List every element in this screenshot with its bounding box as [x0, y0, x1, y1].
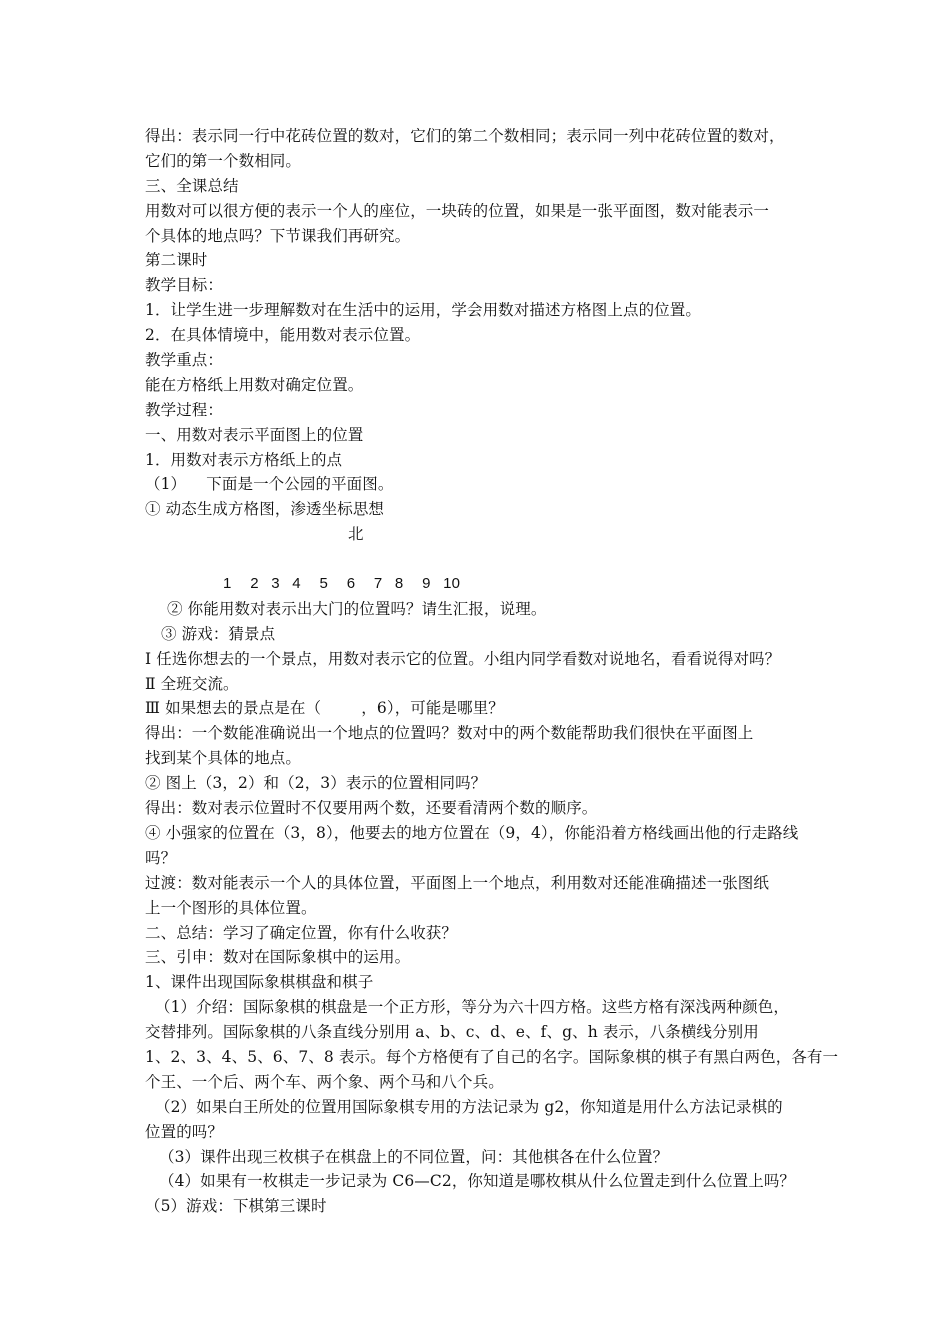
- text-line: 1．用数对表示方格纸上的点: [145, 450, 343, 469]
- text-line: 上一个图形的具体位置。: [145, 898, 317, 917]
- section-heading: 教学重点：: [145, 351, 224, 370]
- text-line: （1） 下面是一个公园的平面图。: [145, 475, 394, 494]
- text-line: （3）课件出现三枚棋子在棋盘上的不同位置，问：其他棋各在什么位置？: [159, 1147, 669, 1166]
- blank-line: [145, 547, 825, 572]
- text-line: 位置的吗？: [145, 1122, 224, 1141]
- text-line: （2）如果白王所处的位置用国际象棋专用的方法记录为 g2，你知道是用什么方法记录棋的: [155, 1097, 783, 1116]
- text-line: 交替排列。国际象棋的八条直线分别用 a、b、c、d、e、f、g、h 表示，八条横线分别用: [145, 1023, 759, 1042]
- text-line: ① 动态生成方格图，渗透坐标思想: [145, 500, 385, 519]
- document-body: [145, 124, 839, 1219]
- text-line: ③ 游戏：猜景点: [161, 624, 276, 643]
- text-line: Ⅱ 全班交流。: [145, 674, 239, 693]
- text-line: 个具体的地点吗？下节课我们再研究。: [145, 226, 411, 245]
- section-heading: 教学过程：: [145, 400, 224, 419]
- section-heading: 一、用数对表示平面图上的位置: [145, 425, 364, 444]
- section-heading: 三、引申：数对在国际象棋中的运用。: [145, 948, 411, 967]
- text-line: 用数对可以很方便的表示一个人的座位，一块砖的位置，如果是一张平面图，数对能表示一: [145, 201, 770, 220]
- text-line: 个王、一个后、两个车、两个象、两个马和八个兵。: [145, 1072, 504, 1091]
- text-line: 1、2、3、4、5、6、7、8 表示。每个方格便有了自己的名字。国际象棋的棋子有黑白两色，各有一: [145, 1047, 839, 1066]
- text-line: 能在方格纸上用数对确定位置。: [145, 375, 364, 394]
- text-line: 它们的第一个数相同。: [145, 151, 302, 170]
- text-line: ④ 小强家的位置在（3，8），他要去的地方位置在（9，4），你能沿着方格线画出他的行走路线: [145, 823, 799, 842]
- text-line: ② 图上（3，2）和（2，3）表示的位置相同吗？: [145, 774, 487, 793]
- text-line: 过渡：数对能表示一个人的具体位置，平面图上一个地点，利用数对还能准确描述一张图纸: [145, 873, 770, 892]
- text-line: 2．在具体情境中，能用数对表示位置。: [145, 326, 421, 345]
- north-label: 北: [348, 525, 364, 544]
- text-line: 1．让学生进一步理解数对在生活中的运用，学会用数对描述方格图上点的位置。: [145, 301, 701, 320]
- text-line: （1）介绍：国际象棋的棋盘是一个正方形，等分为六十四方格。这些方格有深浅两种颜色，: [155, 998, 789, 1017]
- text-line: 1、课件出现国际象棋棋盘和棋子: [145, 973, 374, 992]
- text-line: 找到某个具体的地点。: [145, 749, 302, 768]
- text-line: （5）游戏：下棋第三课时: [145, 1197, 327, 1216]
- grid-number-labels: 1 2 3 4 5 6 7 8 9 10: [223, 575, 461, 593]
- text-line: Ⅲ 如果想去的景点是在（ ，6），可能是哪里？: [145, 699, 504, 718]
- section-heading: 教学目标：: [145, 276, 224, 295]
- text-line: 得出：一个数能准确说出一个地点的位置吗？数对中的两个数能帮助我们很快在平面图上: [145, 724, 754, 743]
- section-heading: 二、总结：学习了确定位置，你有什么收获？: [145, 923, 458, 942]
- lesson-heading: 第二课时: [145, 251, 208, 270]
- section-heading: 三、全课总结: [145, 176, 239, 195]
- text-line: 吗？: [145, 848, 177, 867]
- text-line: ② 你能用数对表示出大门的位置吗？请生汇报，说理。: [167, 599, 547, 618]
- text-line: Ⅰ 任选你想去的一个景点，用数对表示它的位置。小组内同学看数对说地名，看看说得对吗？: [145, 649, 781, 668]
- text-line: 得出：表示同一行中花砖位置的数对，它们的第二个数相同；表示同一列中花砖位置的数对，: [145, 127, 785, 145]
- text-line: （4）如果有一枚棋走一步记录为 C6—C2，你知道是哪枚棋从什么位置走到什么位置上吗？: [159, 1172, 796, 1191]
- text-line: 得出：数对表示位置时不仅要用两个数，还要看清两个数的顺序。: [145, 799, 598, 818]
